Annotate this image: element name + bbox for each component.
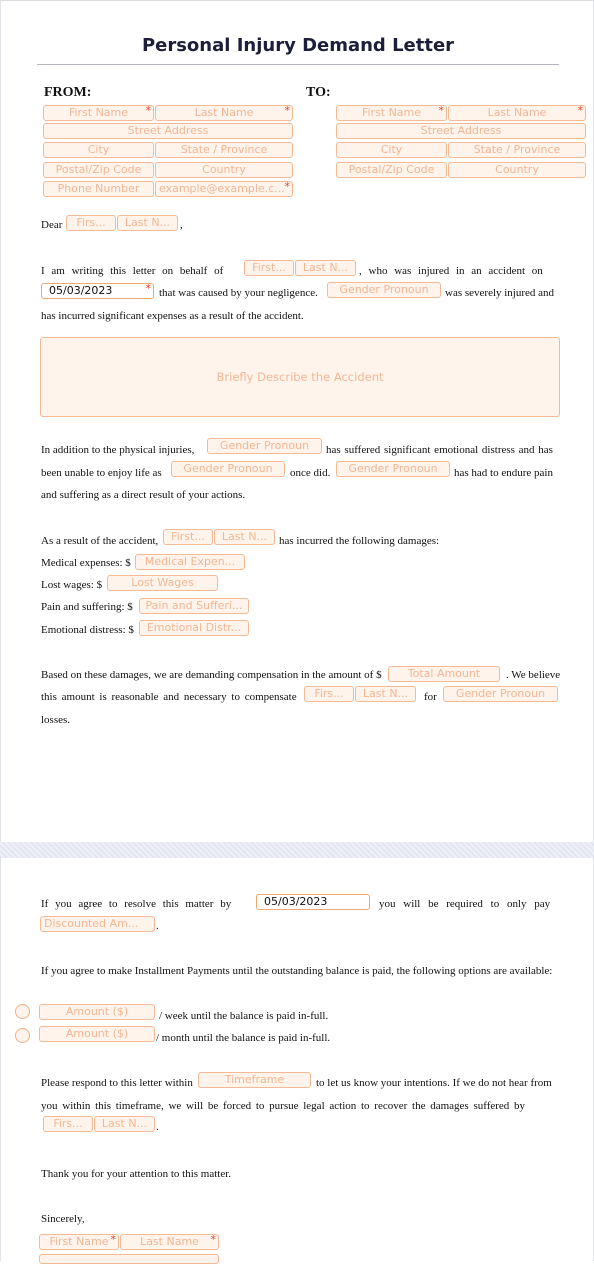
weekly-amount-field[interactable]: Amount ($) xyxy=(39,1004,155,1020)
weekly-option-text: / week until the balance is paid in-full. xyxy=(159,1010,329,1022)
from-heading: FROM: xyxy=(44,85,92,100)
title-divider xyxy=(37,64,559,65)
from-first-name-field[interactable]: First Name * xyxy=(43,105,154,121)
timeframe-field[interactable]: Timeframe xyxy=(198,1072,311,1088)
para5-first-field[interactable]: Firs... xyxy=(43,1116,93,1132)
from-postal-field[interactable]: Postal/Zip Code xyxy=(43,162,154,178)
para2-pronoun2-field[interactable]: Gender Pronoun xyxy=(171,461,285,477)
damages-intro-a: As a result of the accident, xyxy=(41,535,159,547)
pain-suffering-field[interactable]: Pain and Sufferi... xyxy=(139,598,249,614)
para5-line2: you within this timeframe, we will be forced to pursue legal action to recover the damages suffered by xyxy=(41,1100,526,1112)
to-country-field[interactable]: Country xyxy=(448,162,586,178)
from-email-field[interactable]: example@example.c... * xyxy=(155,181,293,197)
signature-next-field[interactable] xyxy=(39,1254,219,1264)
medical-expenses-label: Medical expenses: $ xyxy=(41,557,131,569)
para5-line1-a: Please respond to this letter within xyxy=(41,1077,193,1089)
para3-last-field[interactable]: Last N... xyxy=(355,686,416,702)
emotional-distress-field[interactable]: Emotional Distr... xyxy=(139,620,249,636)
para3-line2-a: this amount is reasonable and necessary to compensate xyxy=(41,691,297,703)
para2-line3: and suffering as a direct result of your actions. xyxy=(41,489,246,501)
dear-text: Dear xyxy=(41,219,63,231)
to-city-field[interactable]: City xyxy=(336,142,447,158)
resolve-by-date-field[interactable]: 05/03/2023 xyxy=(256,894,370,910)
para2-line2-a: been unable to enjoy life as xyxy=(41,467,162,479)
accident-date-field[interactable]: 05/03/2023 * xyxy=(41,283,154,299)
page-title: Personal Injury Demand Letter xyxy=(141,35,455,56)
lost-wages-field[interactable]: Lost Wages xyxy=(107,575,218,591)
from-state-field[interactable]: State / Province xyxy=(155,142,293,158)
signature-first-name-field[interactable]: First Name * xyxy=(39,1234,119,1250)
para1-line1-b: , who was injured in an accident on xyxy=(359,265,543,277)
salutation-comma: , xyxy=(180,219,183,231)
from-street-field[interactable]: Street Address xyxy=(43,123,293,139)
monthly-option-radio[interactable] xyxy=(15,1028,30,1043)
para5-line1-b: to let us know your intentions. If we do not hear from xyxy=(316,1077,552,1089)
para1-line1-a: I am writing this letter on behalf of xyxy=(41,265,224,277)
para3-line3: losses. xyxy=(41,714,71,726)
para1-last-field[interactable]: Last N... xyxy=(295,260,356,276)
monthly-option-text: / month until the balance is paid in-full. xyxy=(156,1032,331,1044)
para2-line2-b: once did. xyxy=(290,467,331,479)
medical-expenses-field[interactable]: Medical Expen... xyxy=(135,554,245,570)
emotional-distress-label: Emotional distress: $ xyxy=(41,624,134,636)
damages-last-field[interactable]: Last N... xyxy=(214,529,275,545)
para3-line2-b: for xyxy=(424,691,437,703)
to-state-field[interactable]: State / Province xyxy=(448,142,586,158)
para1-pronoun-field[interactable]: Gender Pronoun xyxy=(327,282,441,298)
to-heading: TO: xyxy=(306,85,331,100)
accident-description-field[interactable]: Briefly Describe the Accident xyxy=(40,337,560,417)
para1-line2-b: was severely injured and xyxy=(445,287,555,299)
from-city-field[interactable]: City xyxy=(43,142,154,158)
para5-last-field[interactable]: Last N... xyxy=(94,1116,155,1132)
from-country-field[interactable]: Country xyxy=(155,162,293,178)
para4-period: . xyxy=(156,920,159,932)
total-amount-field[interactable]: Total Amount xyxy=(388,666,500,682)
para5-period: . xyxy=(156,1121,159,1133)
para3-pronoun-field[interactable]: Gender Pronoun xyxy=(443,686,558,702)
damages-first-field[interactable]: First... xyxy=(163,529,213,545)
to-postal-field[interactable]: Postal/Zip Code xyxy=(336,162,447,178)
to-street-field[interactable]: Street Address xyxy=(336,123,586,139)
from-last-name-field[interactable]: Last Name * xyxy=(155,105,293,121)
weekly-option-radio[interactable] xyxy=(15,1004,30,1019)
sincerely-text: Sincerely, xyxy=(41,1213,85,1225)
para4-line1-b: you will be required to only pay xyxy=(379,898,551,910)
para2-pronoun3-field[interactable]: Gender Pronoun xyxy=(336,461,450,477)
para4-line1-a: If you agree to resolve this matter by xyxy=(41,898,232,910)
para2-line1-b: has suffered significant emotional distress and has xyxy=(326,444,553,456)
to-last-name-field[interactable]: Last Name * xyxy=(448,105,586,121)
para3-line1-a: Based on these damages, we are demanding compensation in the amount of $ xyxy=(41,669,382,681)
signature-last-name-field[interactable]: Last Name * xyxy=(120,1234,219,1250)
lost-wages-label: Lost wages: $ xyxy=(41,579,103,591)
thank-you-text: Thank you for your attention to this matter. xyxy=(41,1168,232,1180)
para3-line1-b: . We believe xyxy=(506,669,561,681)
installments-intro: If you agree to make Installment Payments until the outstanding balance is paid, the following options are available: xyxy=(41,965,553,977)
para1-line2-a: that was caused by your negligence. xyxy=(159,287,318,299)
monthly-amount-field[interactable]: Amount ($) xyxy=(39,1026,155,1042)
page-separator xyxy=(0,842,594,858)
damages-intro-b: has incurred the following damages: xyxy=(279,535,440,547)
to-first-name-field[interactable]: First Name * xyxy=(336,105,447,121)
from-phone-field[interactable]: Phone Number xyxy=(43,181,154,197)
letter-page-2 xyxy=(0,858,594,1261)
para1-line3: has incurred significant expenses as a result of the accident. xyxy=(41,310,304,322)
para2-line2-c: has had to endure pain xyxy=(454,467,553,479)
salutation-first-field[interactable]: Firs... xyxy=(66,215,116,231)
salutation-last-field[interactable]: Last N... xyxy=(117,215,178,231)
para3-first-field[interactable]: Firs... xyxy=(304,686,354,702)
pain-suffering-label: Pain and suffering: $ xyxy=(41,601,133,613)
para2-line1-a: In addition to the physical injuries, xyxy=(41,444,195,456)
para2-pronoun1-field[interactable]: Gender Pronoun xyxy=(207,438,322,454)
discounted-amount-field[interactable]: Discounted Am... xyxy=(40,916,155,932)
para1-first-field[interactable]: First... xyxy=(244,260,294,276)
